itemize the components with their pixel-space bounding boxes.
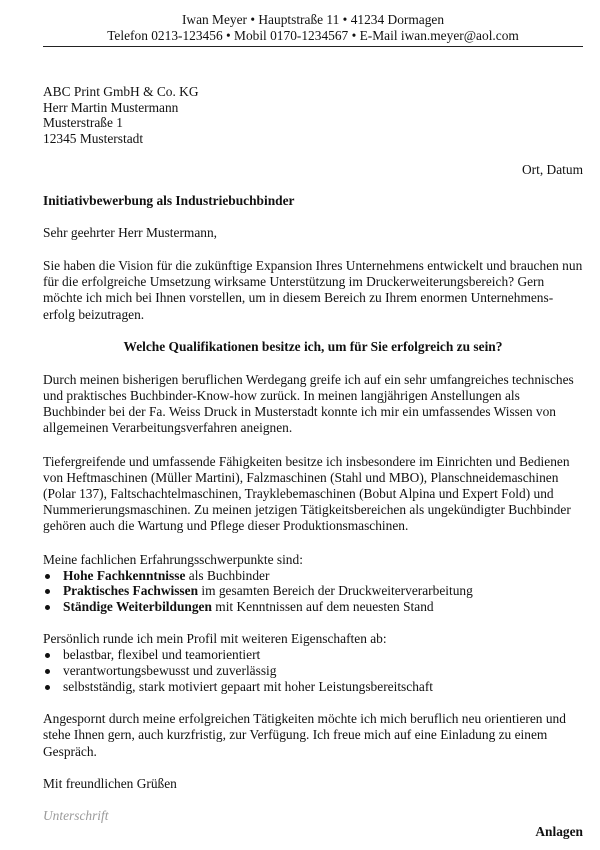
letter-subject: Initiativbewerbung als Industriebuchbinder bbox=[43, 193, 295, 208]
traits-intro: Persönlich runde ich mein Profil mit weiteren Eigenschaften ab: bbox=[43, 631, 387, 647]
traits-list bbox=[43, 647, 583, 694]
letter-date: Ort, Datum bbox=[522, 162, 583, 177]
letter-salutation: Sehr geehrter Herr Mustermann, bbox=[43, 225, 218, 240]
sender-address-line: Iwan Meyer • Hauptstraße 11 • 41234 Dormagen bbox=[181, 12, 445, 27]
focus-item-text: im gesamten Bereich der Druckweiterverarbeitung bbox=[198, 583, 473, 599]
recipient-address bbox=[43, 84, 583, 146]
focus-item-text: als Buchbinder bbox=[185, 567, 270, 583]
signature-placeholder: Unterschrift bbox=[43, 807, 109, 823]
experience-paragraph: Durch meinen bisherigen beruflichen Werdegang greife ich auf ein sehr umfangreiches technisches und praktisches Buchbinder-Know-how zurück. In meinen langjährigen Anstellungen als Buchbinder bei der Fa. Weiss Druck in Musterstadt konnte ich mir ein umfassendes Wissen von allgemeinen Verarbeitungsverfahren aneignen. bbox=[43, 371, 574, 436]
focus-item-bold: Hohe Fachkenntnisse bbox=[63, 567, 186, 583]
header-divider bbox=[43, 46, 583, 47]
recipient-company: ABC Print GmbH & Co. KG bbox=[43, 84, 199, 99]
recipient-street: Musterstraße 1 bbox=[43, 115, 123, 130]
list-item bbox=[43, 568, 583, 584]
list-item: belastbar, flexibel und teamorientiert bbox=[43, 647, 583, 663]
focus-item-text: mit Kenntnissen auf dem neuesten Stand bbox=[211, 598, 434, 614]
outro-paragraph: Angespornt durch meine erfolgreichen Tätigkeiten möchte ich mich beruflich neu orientieren und stehe Ihnen gern, auch kurzfristig, zur Verfügung. Ich freue mich auf eine Einladung zu einem Gespräch. bbox=[43, 711, 566, 759]
focus-intro: Meine fachlichen Erfahrungsschwerpunkte sind: bbox=[43, 551, 303, 567]
sender-contact-line: Telefon 0213-123456 • Mobil 0170-1234567 • E-Mail iwan.meyer@aol.com bbox=[107, 28, 519, 43]
attachments-label: Anlagen bbox=[535, 823, 583, 839]
intro-paragraph: Sie haben die Vision für die zukünftige Expansion Ihres Unternehmens entwickelt und brauchen nun für die erfolgreiche Umsetzung wirksame Unterstützung im Druckerweiterungsbereich? Gern möchte ich mich bei Ihnen vorstellen, um in diesem Bereich zu Ihrem enormen Unternehmens-erfolg beizutragen. bbox=[43, 258, 583, 322]
list-item bbox=[43, 583, 583, 599]
list-item: verantwortungsbewusst und zuverlässig bbox=[43, 663, 583, 679]
list-item: selbstständig, stark motiviert gepaart mit hoher Leistungsbereitschaft bbox=[43, 679, 583, 695]
focus-item-bold: Ständige Weiterbildungen bbox=[63, 598, 212, 614]
focus-list bbox=[43, 568, 583, 615]
recipient-person: Herr Martin Mustermann bbox=[43, 99, 179, 115]
skills-paragraph: Tiefergreifende und umfassende Fähigkeiten besitze ich insbesondere im Einrichten und Bedienen von Heftmaschinen (Müller Martini), Falzmaschinen (Stahl und MBO), Planschneidemaschinen (Polar 137), Faltschachtelmaschinen, Trayklebemaschinen (Bobut Alpina und Expert Fold) und Nummerierungsmaschinen. Zu meinen jetzigen Tätigkeitsbereichen als ungekündigter Buchbinder gehören auch die Wartung und Pflege dieser Produktionsmaschinen. bbox=[43, 453, 571, 534]
letter-closing: Mit freundlichen Grüßen bbox=[43, 775, 177, 791]
recipient-city: 12345 Musterstadt bbox=[43, 130, 144, 146]
letter-header bbox=[43, 12, 583, 47]
list-item bbox=[43, 599, 583, 615]
qualification-heading: Welche Qualifikationen besitze ich, um für Sie erfolgreich zu sein? bbox=[123, 338, 503, 354]
letter-page bbox=[43, 12, 583, 840]
focus-item-bold: Praktisches Fachwissen bbox=[63, 583, 199, 599]
